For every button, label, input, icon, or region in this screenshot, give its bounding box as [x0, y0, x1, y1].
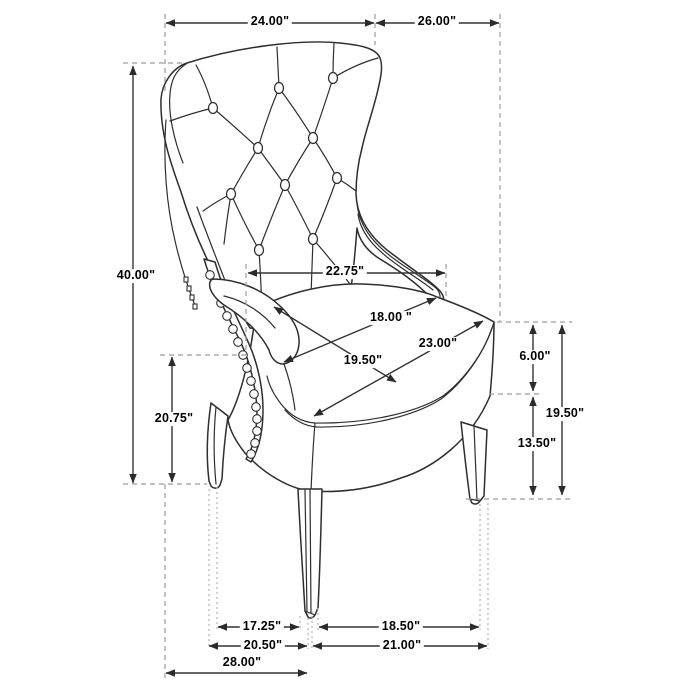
dim-label-top-depth: 26.00" — [415, 15, 459, 29]
dim-label-seat-inner-width: 18.00 " — [367, 311, 415, 325]
dim-label-leg-span-side-inner: 17.25" — [240, 620, 284, 634]
dim-label-leg-span-front-inner: 18.50" — [379, 620, 423, 634]
dim-label-seat-diagonal-width: 23.00" — [416, 337, 460, 351]
dim-label-base-depth-outer: 20.50" — [241, 639, 285, 653]
dim-label-overall-height: 40.00" — [114, 269, 158, 283]
dim-label-seat-height: 19.50" — [543, 407, 587, 421]
dim-label-leg-height: 13.50" — [515, 437, 559, 451]
dim-label-base-width-outer: 21.00" — [380, 639, 424, 653]
dim-label-seat-diagonal-depth: 19.50" — [341, 354, 385, 368]
dim-label-overall-depth: 28.00" — [220, 656, 264, 670]
dim-label-seat-rail-thickness: 6.00" — [516, 350, 553, 364]
front-left-leg — [298, 489, 322, 618]
chair-art — [161, 42, 494, 618]
chair-back-outline — [161, 42, 444, 329]
front-right-leg — [461, 422, 487, 504]
dim-label-arm-to-arm-width: 22.75" — [323, 265, 367, 279]
back-left-leg — [207, 403, 228, 488]
dim-label-arm-height: 20.75" — [152, 412, 196, 426]
dim-label-back-top-width: 24.00" — [248, 15, 292, 29]
